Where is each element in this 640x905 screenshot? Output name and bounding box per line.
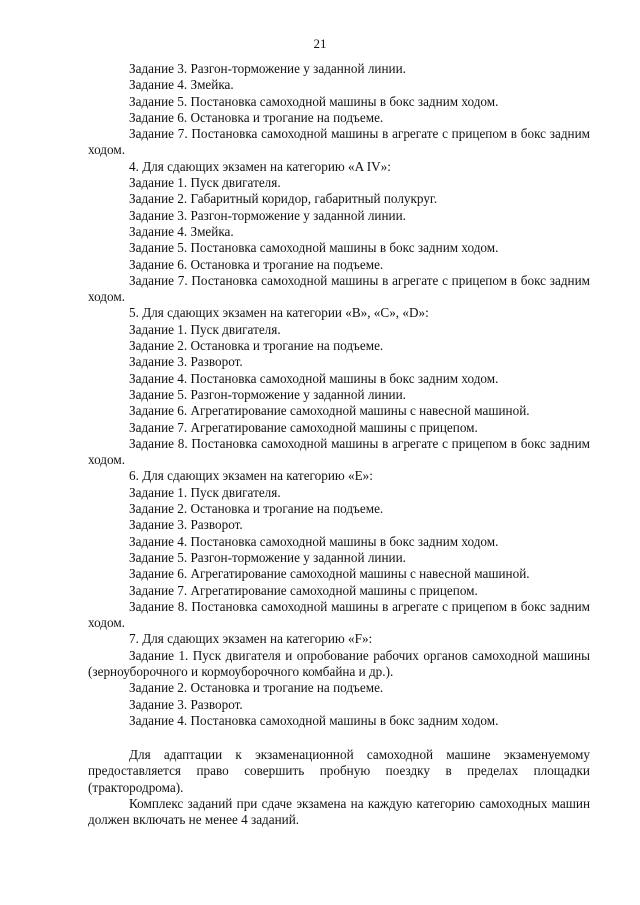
body-paragraph: Задание 5. Постановка самоходной машины в бокс задним ходом. — [129, 93, 499, 109]
body-paragraph: Задание 2. Габаритный коридор, габаритный полукруг. — [129, 191, 438, 207]
body-paragraph: Задание 4. Змейка. — [129, 223, 234, 239]
body-paragraph: Задание 5. Разгон-торможение у заданной линии. — [129, 549, 406, 565]
body-paragraph: Задание 8. Постановка самоходной машины в агрегате с прицепом в бокс задним ходом. — [88, 598, 590, 631]
section-heading: 4. Для сдающих экзамен на категорию «A IV»: — [129, 158, 391, 174]
body-paragraph: Задание 1. Пуск двигателя. — [129, 484, 281, 500]
body-paragraph: Задание 3. Разворот. — [129, 696, 243, 712]
body-paragraph: Задание 6. Агрегатирование самоходной машины с навесной машиной. — [129, 566, 530, 582]
body-paragraph: Задание 1. Пуск двигателя. — [129, 175, 281, 191]
section-heading: 7. Для сдающих экзамен на категорию «F»: — [129, 631, 373, 647]
section-heading: 5. Для сдающих экзамен на категории «B», «C», «D»: — [129, 305, 429, 321]
body-paragraph: Задание 1. Пуск двигателя и опробование рабочих органов самоходной машины (зерноуборочного и кормоуборочного комбайна и др.). — [88, 647, 590, 679]
body-paragraph: Задание 3. Разгон-торможение у заданной линии. — [129, 61, 406, 76]
body-paragraph: Задание 5. Постановка самоходной машины в бокс задним ходом. — [129, 240, 499, 256]
body-paragraph: Задание 6. Остановка и трогание на подъеме. — [129, 256, 384, 272]
body-paragraph: Задание 3. Разворот. — [129, 517, 243, 533]
paragraph-gap — [88, 729, 590, 747]
body-paragraph: Задание 8. Постановка самоходной машины в агрегате с прицепом в бокс задним ходом. — [88, 435, 590, 468]
body-paragraph: Задание 4. Змейка. — [129, 77, 234, 93]
body-paragraph: Комплекс заданий при сдаче экзамена на каждую категорию самоходных машин должен включать не менее 4 заданий. — [88, 796, 590, 828]
body-paragraph: Задание 2. Остановка и трогание на подъеме. — [129, 680, 384, 696]
body-paragraph: Для адаптации к экзаменационной самоходной машине экзаменуемому предоставляется право совершить пробную поездку в пределах площадки (трактородрома). — [88, 747, 590, 795]
body-paragraph: Задание 6. Агрегатирование самоходной машины с навесной машиной. — [129, 403, 530, 419]
document-body — [88, 61, 590, 829]
body-paragraph: Задание 3. Разворот. — [129, 354, 243, 370]
body-paragraph: Задание 1. Пуск двигателя. — [129, 321, 281, 337]
body-paragraph: Задание 7. Агрегатирование самоходной машины с прицепом. — [129, 582, 478, 598]
body-paragraph: Задание 7. Постановка самоходной машины в агрегате с прицепом в бокс задним ходом. — [88, 272, 590, 305]
body-paragraph: Задание 4. Постановка самоходной машины в бокс задним ходом. — [129, 533, 499, 549]
body-paragraph: Задание 7. Агрегатирование самоходной машины с прицепом. — [129, 419, 478, 435]
body-paragraph: Задание 5. Разгон-торможение у заданной линии. — [129, 386, 406, 402]
body-paragraph: Задание 4. Постановка самоходной машины в бокс задним ходом. — [129, 370, 499, 386]
body-paragraph: Задание 4. Постановка самоходной машины в бокс задним ходом. — [129, 712, 499, 728]
body-paragraph: Задание 2. Остановка и трогание на подъеме. — [129, 338, 384, 354]
body-paragraph: Задание 7. Постановка самоходной машины в агрегате с прицепом в бокс задним ходом. — [88, 126, 590, 158]
section-heading: 6. Для сдающих экзамен на категорию «E»: — [129, 468, 373, 484]
body-paragraph: Задание 3. Разгон-торможение у заданной линии. — [129, 207, 406, 223]
body-paragraph: Задание 2. Остановка и трогание на подъеме. — [129, 501, 384, 517]
page-number: 21 — [313, 36, 327, 51]
body-paragraph: Задание 6. Остановка и трогание на подъеме. — [129, 109, 384, 125]
